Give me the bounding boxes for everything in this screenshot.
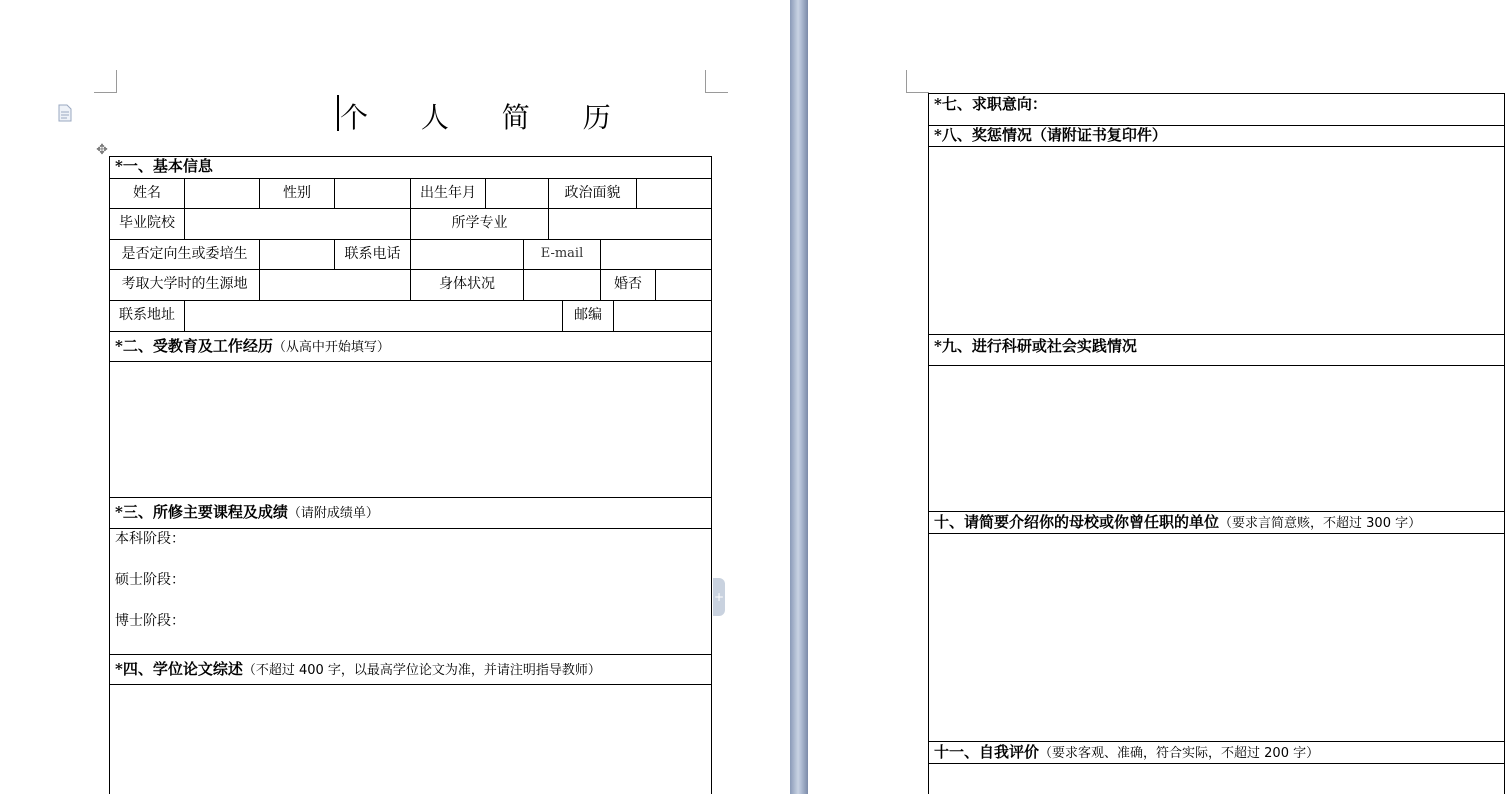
label-phd: 博士阶段： <box>115 613 185 629</box>
crop-mark <box>94 70 117 93</box>
section-courses-heading: *三、所修主要课程及成绩（请附成绩单） <box>115 503 379 521</box>
move-handle-icon[interactable]: ✥ <box>96 142 108 158</box>
page-separator <box>790 0 808 794</box>
section-basic-info-heading: *一、基本信息 <box>115 157 213 175</box>
text-cursor <box>337 95 339 131</box>
label-name: 姓名 <box>133 185 161 201</box>
label-phone: 联系电话 <box>344 246 401 262</box>
section-self-eval-note: （要求客观、准确，符合实际，不超过 200 字） <box>1039 746 1320 761</box>
label-birth: 出生年月 <box>420 185 476 201</box>
label-undergrad: 本科阶段： <box>115 531 185 547</box>
expand-tab-icon[interactable]: + <box>713 578 725 616</box>
document-icon[interactable] <box>58 104 72 122</box>
section-job-intent-heading: *七、求职意向： <box>934 95 1047 113</box>
label-politics: 政治面貌 <box>564 185 621 201</box>
label-postcode: 邮编 <box>574 307 602 323</box>
label-gender: 性别 <box>283 185 311 201</box>
label-directed: 是否定向生或委培生 <box>121 246 248 262</box>
section-awards-heading: *八、奖惩情况（请附证书复印件） <box>934 126 1167 144</box>
label-major: 所学专业 <box>451 215 508 231</box>
section-education-note: （从高中开始填写） <box>272 340 390 355</box>
label-origin: 考取大学时的生源地 <box>121 276 248 292</box>
section-courses-note: （请附成绩单） <box>287 506 379 521</box>
section-thesis-note: （不超过 400 字，以最高学位论文为准，并请注明指导教师） <box>242 663 601 678</box>
label-address: 联系地址 <box>119 307 175 323</box>
crop-mark <box>906 70 929 93</box>
label-school: 毕业院校 <box>119 215 175 231</box>
page-title[interactable]: 个 人 简 历 <box>340 101 633 134</box>
section-thesis-heading: *四、学位论文综述（不超过 400 字，以最高学位论文为准，并请注明指导教师） <box>115 660 601 678</box>
section-school-intro-note: （要求言简意赅，不超过 300 字） <box>1219 516 1422 531</box>
section-education-heading: *二、受教育及工作经历（从高中开始填写） <box>115 337 390 355</box>
crop-mark <box>705 70 728 93</box>
section-self-eval-heading: 十一、自我评价（要求客观、准确，符合实际，不超过 200 字） <box>934 743 1320 761</box>
section-research-heading: *九、进行科研或社会实践情况 <box>934 337 1137 355</box>
label-master: 硕士阶段： <box>115 572 185 588</box>
section-school-intro-heading: 十、请简要介绍你的母校或你曾任职的单位（要求言简意赅，不超过 300 字） <box>934 513 1422 531</box>
label-health: 身体状况 <box>439 276 495 292</box>
document-page-right <box>808 0 1507 794</box>
label-email: E-mail <box>540 246 584 261</box>
label-married: 婚否 <box>614 276 642 292</box>
resume-table-2 <box>928 93 1505 794</box>
